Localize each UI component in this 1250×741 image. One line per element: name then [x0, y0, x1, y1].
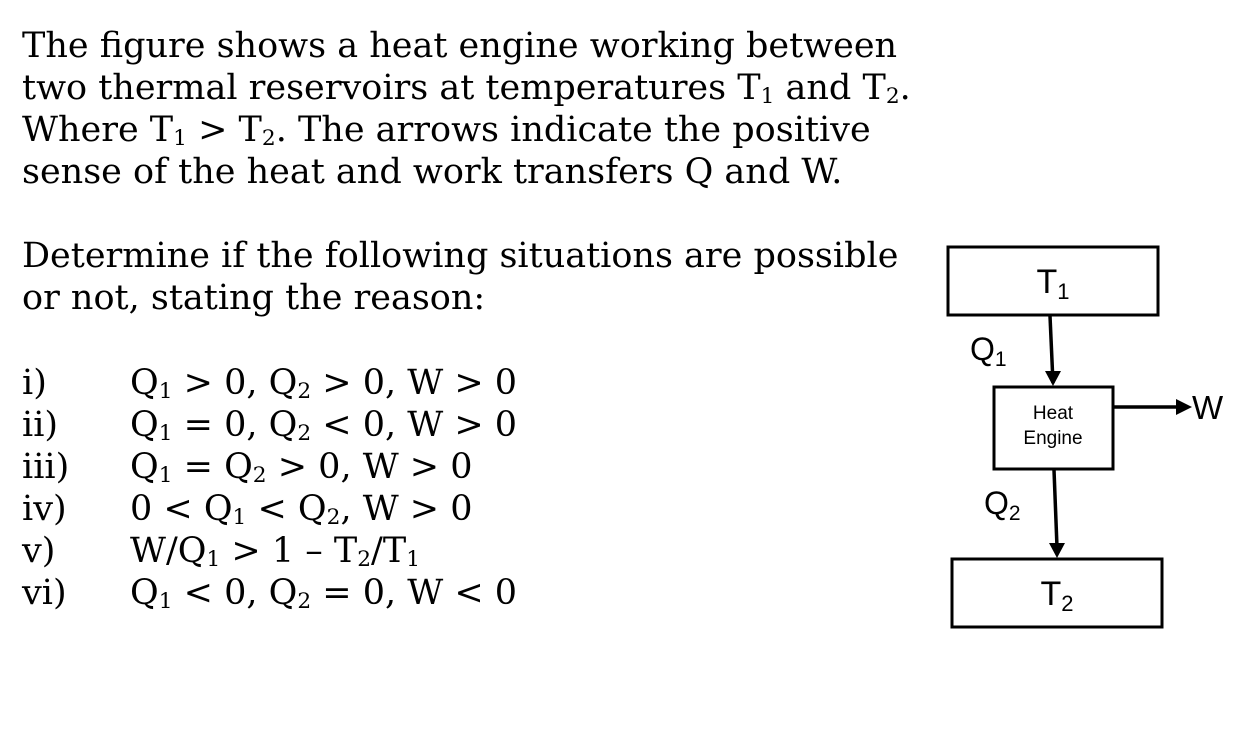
q2-arrowhead — [1049, 543, 1065, 558]
question-line-1: Determine if the following situations are possible — [22, 236, 899, 276]
situation-number: v) — [22, 531, 56, 571]
situation-number: i) — [22, 363, 47, 403]
heat-engine-box — [994, 387, 1113, 469]
intro-line-3: Where $T_1 > T_2$. The arrows indicate the positive — [22, 110, 871, 151]
heat-engine-diagram — [930, 235, 1240, 655]
situation-number: ii) — [22, 405, 59, 445]
question-line-2: or not, stating the reason: — [22, 278, 486, 318]
question-paragraph — [22, 235, 898, 319]
cold-reservoir — [952, 559, 1162, 627]
situation-condition: $W/Q_1 > 1 - T_2/T_1$ — [130, 531, 420, 572]
q2-label: Q2 — [984, 485, 1021, 525]
hot-reservoir — [948, 247, 1158, 315]
situation-condition: $Q_1 = 0$, $Q_2 < 0$, W > 0 — [130, 405, 518, 446]
q2-arrow — [1054, 470, 1057, 547]
engine-label-line-2: Engine — [1023, 428, 1083, 449]
situation-number: iv) — [22, 489, 67, 529]
work-label: W — [1192, 389, 1224, 426]
intro-paragraph — [22, 25, 911, 193]
hot-reservoir-label: T1 — [1036, 263, 1070, 304]
engine-label-line-1: Heat — [1032, 403, 1074, 424]
intro-line-1: The figure shows a heat engine working between — [22, 26, 898, 66]
situation-number: vi) — [22, 573, 67, 613]
cold-reservoir-label: T2 — [1040, 575, 1074, 616]
situation-number: iii) — [22, 447, 70, 487]
situation-condition: $Q_1 > 0$, $Q_2 > 0$, W > 0 — [130, 363, 518, 404]
intro-line-2: two thermal reservoirs at temperatures $T_1$ and $T_2$. — [22, 68, 911, 109]
q1-label: Q1 — [970, 331, 1007, 371]
situation-condition: $Q_1 < 0$, $Q_2 = 0$, W < 0 — [130, 573, 518, 614]
intro-line-4: sense of the heat and work transfers Q and W. — [22, 152, 843, 192]
work-arrowhead — [1176, 399, 1192, 415]
situation-condition: $Q_1 = Q_2 > 0$, W > 0 — [130, 447, 473, 488]
q1-arrowhead — [1045, 371, 1061, 386]
situation-condition: $0 < Q_1 < Q_2$, W > 0 — [130, 489, 473, 530]
